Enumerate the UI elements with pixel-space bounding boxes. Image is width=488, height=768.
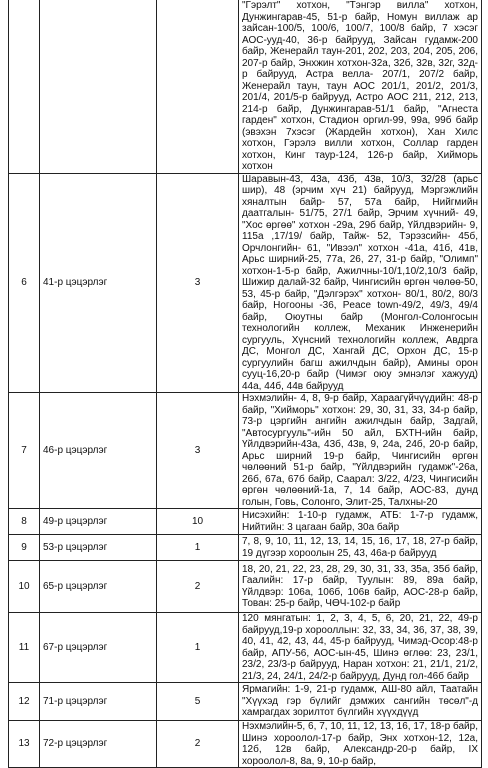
table-row — [9, 173, 482, 393]
table-row — [9, 721, 482, 768]
row-number: 9 — [9, 535, 40, 561]
kindergarten-name: 41-р цэцэрлэг — [40, 173, 157, 393]
kindergarten-name: 72-р цэцэрлэг — [40, 721, 157, 768]
service-area-addresses: Нэхмэлийн- 4, 8, 9-р байр, Хараагүйчүүдийн: 48-р байр, "Хийморь" хотхон: 29, 30, 31, 33, 34-р байр, 73-р цэргийн ангийн ажилчдын байр, Задгай, "Автосургууль"-ийн 50 айл, БХТН-ийн байр, Үйлдвэрийн-43а, 43б, 43в, 9, 24а, 24б, 20-р байр, Арьс ширний 19-р байр, Чингисийн өргөн чөлөөний 51-р байр, "Үйлдвэрийн гудамж"-26а, 26б, 67а, 67б байр, Саарал: 3/22, 4/23, Чингисийн өргөн чөлөөний-1а, 7, 14 байр, АОС-83, дунд голын, Говь, Солонго, Элит-25, Талхны-20 — [239, 393, 482, 509]
kindergarten-count: 1 — [157, 613, 239, 683]
kindergarten-assignment-table — [8, 0, 482, 768]
service-area-addresses: 18, 20, 21, 22, 23, 28, 29, 30, 31, 33, 35а, 35б байр, Гаалийн: 17-р байр, Туулын: 89, 89а байр, Үйлдвэр: 106а, 106б, 106в байр, АОС-28-р байр, Тован: 25-р байр, ЧӨЧ-102-р байр — [239, 561, 482, 613]
table-row — [9, 561, 482, 613]
service-area-addresses: "Гэрэлт" хотхон, "Тэнгэр вилла" хотхон, Дунжингарав-45, 51-р байр, Номун виллаж ар зайсан-100/5, 100/6, 100/7, 100/8 байр, 7 хэсэг АОС-ууд-40, 36-р байрууд, Зайсан гудамж-200 байр, Женерайл таун-201, 202, 203, 204, 205, 206, 207-р байр, Энхжин хотхон-32а, 32б, 32в, 32г, 32д-р байрууд, Астра велла- 207/1, 207/2 байр, Женерайл таун, таун АОС 201/1, 201/2, 201/3, 201/4, 201/5-р байрууд, Астро АОС 211, 212, 213, 214-р байр, Дунжингарав-51/1 байр, "Агнеста гарден" хотхон, Стадион оргил-99, 99а, 99б байр (эвэхэн 7хэсэг (Жардейн хотхон), Хан Хилс хотхон, Гэрэлэ вилли хотхон, Соллар гарден хотхон, Кинг таур-124, 126-р байр, Хийморь хотхон — [239, 0, 482, 173]
kindergarten-count: 1 — [157, 535, 239, 561]
table-row — [9, 535, 482, 561]
table-row — [9, 0, 482, 173]
row-number: 6 — [9, 173, 40, 393]
service-area-addresses: Ярмагийн: 1-9, 21-р гудамж, АШ-80 айл, Таатайн "Хүүхэд гэр бүлийг дэмжих сангийн төсөл"-д хамрагдах зорилтот бүлгийн хүүхдүүд — [239, 683, 482, 721]
service-area-addresses: Нэхмэлийн-5, 6, 7, 10, 11, 12, 13, 16, 17, 18-р байр, Шинэ хороолол-17-р байр, Энх хотхон-12, 12а, 12б, 12в байр, Александр-20-р байр, IX хороолол-8, 8а, 9, 10-р байр, — [239, 721, 482, 768]
kindergarten-name: 67-р цэцэрлэг — [40, 613, 157, 683]
row-number: 11 — [9, 613, 40, 683]
kindergarten-count: 3 — [157, 173, 239, 393]
table-row — [9, 613, 482, 683]
row-number: 12 — [9, 683, 40, 721]
kindergarten-name: 53-р цэцэрлэг — [40, 535, 157, 561]
kindergarten-count: 3 — [157, 393, 239, 509]
table-row — [9, 683, 482, 721]
kindergarten-count: 5 — [157, 683, 239, 721]
row-number: 8 — [9, 509, 40, 535]
row-number — [9, 0, 40, 173]
table-row — [9, 393, 482, 509]
kindergarten-count: 10 — [157, 509, 239, 535]
table-row — [9, 509, 482, 535]
kindergarten-name: 65-р цэцэрлэг — [40, 561, 157, 613]
service-area-addresses: 7, 8, 9, 10, 11, 12, 13, 14, 15, 16, 17, 18, 27-р байр, 19 дүгээр хороолын 25, 43, 46а-р байрууд — [239, 535, 482, 561]
kindergarten-count: 2 — [157, 561, 239, 613]
kindergarten-name: 71-р цэцэрлэг — [40, 683, 157, 721]
kindergarten-count — [157, 0, 239, 173]
kindergarten-name: 49-р цэцэрлэг — [40, 509, 157, 535]
row-number: 7 — [9, 393, 40, 509]
service-area-addresses: Шаравын-43, 43а, 43б, 43в, 10/3, 32/28 (арьс шир), 48 (эрчим хүч 21) байрууд, Мэргэжлийн хяналтын байр- 57, 57а байр, Нийгмийн даатгалын- 51/75, 27/1 байр, Эрчим хүчний- 49, "Хос өргөө" хотхон -29а, 29б байр, Үйлдвэрийн- 9, 115а ,17/19/ байр, Тайж- 52, Тэрэзсийн- 45б, Орчлонгийн- 61, "Ивээл" хотхон -41а, 41б, 41в, Арьс ширний-25, 77а, 26, 27, 31-р байр, "Олимп" хотхон-1-5-р байр, Ажилчны-10/1,10/2,10/3 байр, Шижир далай-32 байр, Чингисийн өргөн чөлөө-50, 53, 45-р байр, "Дэлгэрэх" хотхон- 80/1, 80/2, 80/3 байр, Ногооны -36, Peace town-49/2, 49/3, 49/4 байр, Оюутны байр (Монгол-Солонгосын технологийн коллеж, Механик Инженерийн сургууль, Хүнсний технологийн коллеж, Авдрга ДС, Монгол ДС, Хангай ДС, Орхон ДС, 15-р сургуулийн багш ажилчдын байр), Амины орон сууц-16,20-р байр (Чимэг оюу эмнэлэг хажууд) 44а, 44б, 44в байрууд — [239, 173, 482, 393]
kindergarten-name: 46-р цэцэрлэг — [40, 393, 157, 509]
row-number: 13 — [9, 721, 40, 768]
kindergarten-name — [40, 0, 157, 173]
row-number: 10 — [9, 561, 40, 613]
service-area-addresses: 120 мянгатын: 1, 2, 3, 4, 5, 6, 20, 21, 22, 49-р байрууд,19-р хорооллын: 32, 33, 34, 36, 37, 38, 39, 40, 41, 42, 43, 44, 45-р байрууд, Чимэд-Осор:48-р байр, АПУ-56, АОС-ын-45, Шинэ өглөө: 23, 23/1, 23/2, 23/3-р байрууд, Наран хотхон: 21, 21/1, 21/2, 21/3, 24, 24/1, 24/2-р байрууд, Дунд гол-46б байр — [239, 613, 482, 683]
kindergarten-count: 2 — [157, 721, 239, 768]
service-area-addresses: Нисэхийн: 1-10-р гудамж, АТБ: 1-7-р гудамж, Нийтийн: 3 цагаан байр, 30а байр — [239, 509, 482, 535]
